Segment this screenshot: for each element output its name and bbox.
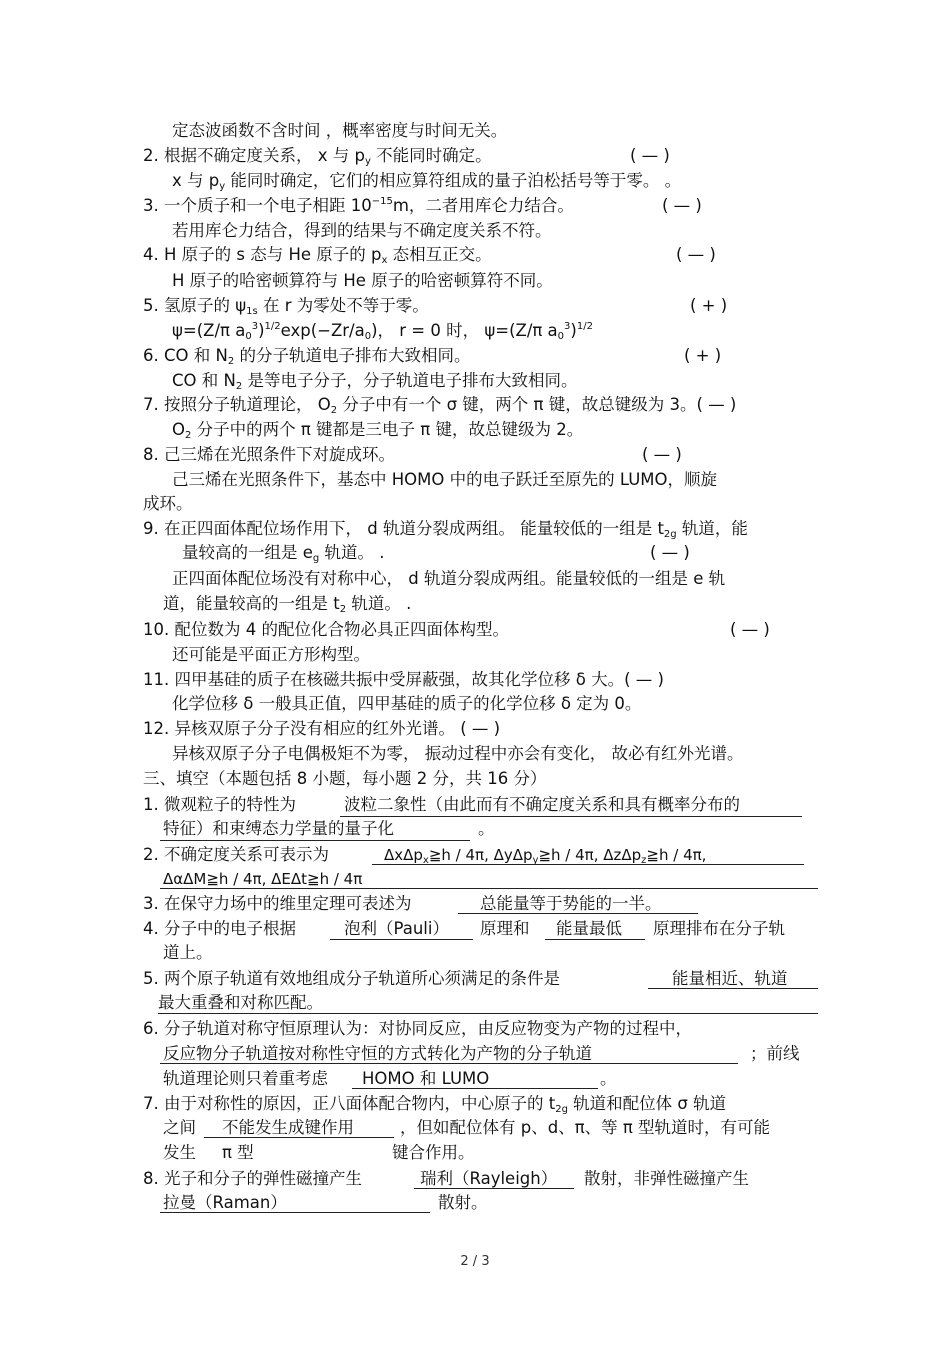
fill-question-8: 8. 光子和分子的弹性磁撞产生 xyxy=(143,1169,362,1188)
fill-answer: 泡利（Pauli） xyxy=(344,919,449,938)
fill-answer: 反应物分子轨道按对称性守恒的方式转化为产物的分子轨道 xyxy=(163,1044,592,1063)
question-2: 2. 根据不确定度关系， x 与 $p_y$ 不能同时确定。 xyxy=(143,146,492,167)
fill-question-3: 3. 在保守力场中的维里定理可表述为 xyxy=(143,894,412,913)
answer-line: 还可能是平面正方形构型。 xyxy=(172,645,370,664)
fill-answer: ΔαΔM≧h / 4π, ΔEΔt≧h / 4π xyxy=(163,870,363,888)
answer-line: H 原子的哈密顿算符与 He 原子的哈密顿算符不同。 xyxy=(172,271,553,290)
answer-underline xyxy=(160,1063,738,1064)
fill-answer: 总能量等于势能的一半。 xyxy=(480,894,662,913)
answer-underline xyxy=(158,1013,818,1014)
question-8: 8. 己三烯在光照条件下对旋成环。 xyxy=(143,445,395,464)
fill-question-2: 2. 不确定度关系可表示为 xyxy=(143,845,329,864)
answer-underline xyxy=(372,864,804,865)
fill-answer: 特征）和束缚态力学量的量子化 xyxy=(163,819,394,838)
judgment-mark: ( — ) xyxy=(642,445,682,464)
answer-underline xyxy=(648,988,818,989)
fill-text: ；前线 xyxy=(750,1044,800,1063)
fill-text: 散射。 xyxy=(438,1193,488,1212)
judgment-mark: ( + ) xyxy=(690,296,728,315)
fill-text: 键合作用。 xyxy=(392,1143,475,1162)
fill-answer: π 型 xyxy=(222,1143,254,1162)
question-4: 4. H 原子的 s 态与 He 原子的 $p_x$ 态相互正交。 xyxy=(143,245,492,266)
question-9: 9. 在正四面体配位场作用下， d 轨道分裂成两组。 能量较低的一组是 $t_{2g}$ 轨道，能 xyxy=(143,519,748,540)
fill-question-7: 7. 由于对称性的原因，正八面体配合物内，中心原子的 $t_{2g}$ 轨道和配位体 σ 轨道 xyxy=(143,1094,727,1115)
answer-underline xyxy=(160,888,818,889)
answer-underline xyxy=(204,1137,394,1138)
punctuation: 。 xyxy=(478,819,495,838)
answer-underline xyxy=(458,913,698,914)
judgment-mark: ( + ) xyxy=(684,346,722,365)
judgment-mark: ( — ) xyxy=(630,146,670,165)
fill-answer: 能量相近、轨道 xyxy=(672,969,788,988)
answer-line: 化学位移 δ 一般具正值，四甲基硅的质子的化学位移 δ 定为 0。 xyxy=(172,694,642,713)
fill-text: ，但如配位体有 p、d、π、等 π 型轨道时，有可能 xyxy=(400,1118,771,1137)
answer-line: CO 和 $N_2$ 是等电子分子，分子轨道电子排布大致相同。 xyxy=(172,371,578,392)
answer-line: 己三烯在光照条件下，基态中 HOMO 中的电子跃迁至原先的 LUMO，顺旋 xyxy=(172,470,718,489)
judgment-mark: ( — ) xyxy=(730,620,770,639)
fill-text: 原理和 xyxy=(480,919,530,938)
answer-underline xyxy=(160,840,470,841)
answer-line: 正四面体配位场没有对称中心， d 轨道分裂成两组。能量较低的一组是 e 轨 xyxy=(172,569,726,588)
question-9-cont: 量较高的一组是 $e_g$ 轨道。 . xyxy=(182,543,385,564)
page-number: 2 / 3 xyxy=(460,1254,490,1269)
judgment-mark: ( — ) xyxy=(650,543,690,562)
answer-line: 若用库仑力结合，得到的结果与不确定度关系不符。 xyxy=(172,221,552,240)
fill-text: 轨道理论则只着重考虑 xyxy=(163,1069,328,1088)
punctuation: 。 xyxy=(600,1069,617,1088)
fill-question-4: 4. 分子中的电子根据 xyxy=(143,919,296,938)
section-heading: 三、填空（本题包括 8 小题，每小题 2 分，共 16 分） xyxy=(143,769,547,788)
answer-underline xyxy=(330,939,473,940)
answer-underline xyxy=(160,1212,430,1213)
fill-text: 之间 xyxy=(163,1118,196,1137)
question-5: 5. 氢原子的 $\psi_{1s}$ 在 r 为零处不等于零。 xyxy=(143,296,429,317)
answer-line: 道，能量较高的一组是 $t_2$ 轨道。 . xyxy=(163,594,412,615)
fill-answer: HOMO 和 LUMO xyxy=(362,1069,490,1088)
fill-text: 散射，非弹性磁撞产生 xyxy=(584,1169,749,1188)
answer-line: x 与 $p_y$ 能同时确定，它们的相应算符组成的量子泊松括号等于零。 。 xyxy=(172,171,682,192)
question-3: 3. 一个质子和一个电子相距 $10^{-15}m$，二者用库仑力结合。 xyxy=(143,196,574,215)
answer-line: $O_2$ 分子中的两个 π 键都是三电子 π 键，故总键级为 2。 xyxy=(172,420,584,441)
fill-answer: 瑞利（Rayleigh） xyxy=(420,1169,558,1188)
fill-answer: 能量最低 xyxy=(556,919,622,938)
answer-underline xyxy=(545,939,645,940)
fill-answer: 最大重叠和对称匹配。 xyxy=(158,993,323,1012)
fill-answer: 拉曼（Raman） xyxy=(163,1193,287,1212)
answer-line: ψ=(Z/π $a_0^3)^{1/2}\exp(-Zr/a_0)$， r = 0 时， ψ=(Z/π $a_0^3)^{1/2}$ xyxy=(172,321,593,342)
answer-underline xyxy=(340,816,802,817)
answer-underline xyxy=(414,1188,574,1189)
fill-text: 道上。 xyxy=(163,943,213,962)
fill-answer: 不能发生成键作用 xyxy=(222,1118,354,1137)
fill-answer: 波粒二象性（由此而有不确定度关系和具有概率分布的 xyxy=(344,795,740,814)
answer-line: 异核双原子分子电偶极矩不为零， 振动过程中亦会有变化， 故必有红外光谱。 xyxy=(172,744,744,763)
question-6: 6. CO 和 $N_2$ 的分子轨道电子排布大致相同。 xyxy=(143,346,471,367)
fill-question-1: 1. 微观粒子的特性为 xyxy=(143,795,296,814)
answer-line: 定态波函数不含时间 ，概率密度与时间无关。 xyxy=(172,121,508,140)
judgment-mark: ( — ) xyxy=(662,196,702,215)
question-10: 10. 配位数为 4 的配位化合物必具正四面体构型。 xyxy=(143,620,509,639)
fill-answer: ΔxΔp$_x$≧h / 4π, ΔyΔp$_y$≧h / 4π, ΔzΔp$_z$≧h / 4π, xyxy=(384,846,707,866)
fill-question-6: 6. 分子轨道对称守恒原理认为：对协同反应，由反应物变为产物的过程中， xyxy=(143,1019,692,1038)
fill-question-5: 5. 两个原子轨道有效地组成分子轨道所心须满足的条件是 xyxy=(143,969,560,988)
question-11: 11. 四甲基硅的质子在核磁共振中受屏蔽强，故其化学位移 δ 大。( — ) xyxy=(143,670,664,689)
question-12: 12. 异核双原子分子没有相应的红外光谱。 ( — ) xyxy=(143,719,501,738)
fill-text: 原理排布在分子轨 xyxy=(653,919,785,938)
answer-underline xyxy=(352,1088,598,1089)
judgment-mark: ( — ) xyxy=(676,245,716,264)
answer-line: 成环。 xyxy=(143,494,193,513)
fill-text: 发生 xyxy=(163,1143,196,1162)
question-7: 7. 按照分子轨道理论， $O_2$ 分子中有一个 σ 键，两个 π 键，故总键级为 3。( — ) xyxy=(143,395,737,416)
